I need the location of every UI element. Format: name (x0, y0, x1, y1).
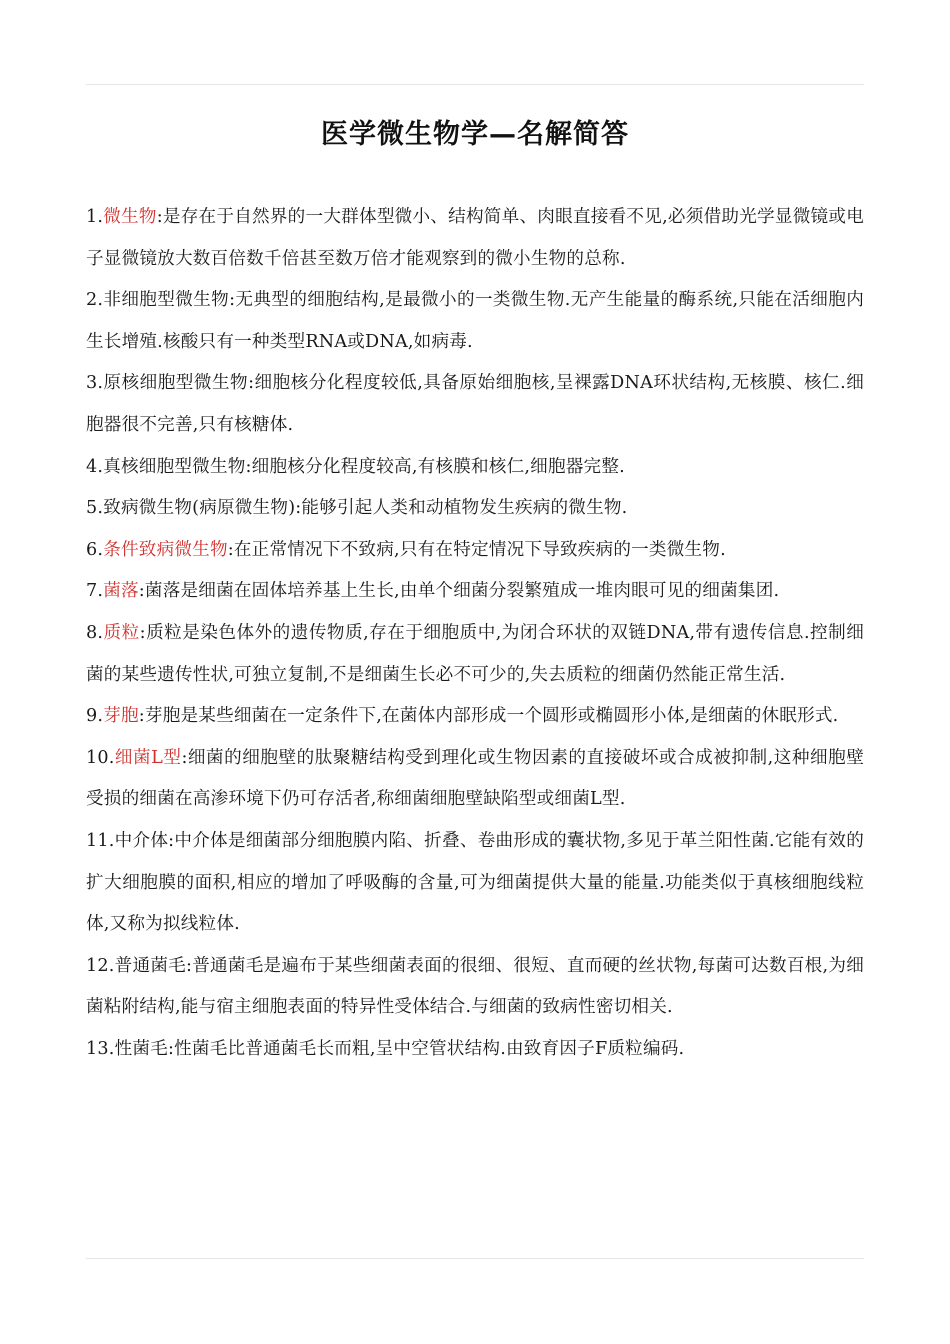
page-title: 医学微生物学—名解简答 (321, 119, 629, 150)
entry-definition: :菌落是细菌在固体培养基上生长,由单个细菌分裂繁殖成一堆肉眼可见的细菌集团. (138, 581, 780, 602)
entry-term: 芽胞 (103, 706, 139, 727)
definition-entry (86, 696, 864, 738)
entry-number: 5. (86, 498, 104, 519)
entry-number: 1. (86, 207, 104, 227)
entry-term: 菌落 (103, 581, 139, 602)
definition-entry (86, 363, 864, 446)
definition-entry (86, 280, 864, 363)
entry-definition: :性菌毛比普通菌毛长而粗,呈中空管状结构.由致育因子F质粒编码. (167, 1038, 685, 1059)
entry-term: 条件致病微生物 (103, 539, 228, 560)
entry-number: 13. (86, 1038, 115, 1059)
definition-entry (86, 1029, 864, 1071)
entry-definition: :细胞核分化程度较低,具备原始细胞核,呈裸露DNA环状结构,无核膜、核仁.细胞器很不完善,只有核糖体. (86, 373, 864, 435)
definition-entry (86, 530, 864, 572)
entry-term: 真核细胞型微生物 (103, 456, 246, 477)
entry-number: 12. (86, 955, 115, 976)
definition-entry (86, 488, 864, 530)
entry-term: 非细胞型微生物 (103, 290, 230, 311)
definition-entry (86, 447, 864, 489)
entry-term: 质粒 (103, 622, 140, 643)
entry-number: 10. (86, 747, 115, 768)
entry-number: 11. (86, 830, 115, 851)
entry-definition: :细胞核分化程度较高,有核膜和核仁,细胞器完整. (245, 456, 625, 477)
entry-definition: :质粒是染色体外的遗传物质,存在于细胞质中,为闭合环状的双链DNA,带有遗传信息.控制细菌的某些遗传性状,可独立复制,不是细菌生长必不可少的,失去质粒的细菌仍然能正常生活. (86, 622, 864, 685)
entry-number: 6. (86, 539, 104, 560)
entry-number: 2. (86, 290, 104, 311)
definition-list (86, 197, 864, 1070)
entry-term: 致病微生物(病原微生物) (103, 498, 296, 519)
definition-entry (86, 571, 864, 613)
entry-number: 7. (86, 581, 104, 602)
bottom-divider (86, 1258, 864, 1259)
entry-definition: :无典型的细胞结构,是最微小的一类微生物.无产生能量的酶系统,只能在活细胞内生长增殖.核酸只有一种类型RNA或DNA,如病毒. (86, 290, 864, 352)
entry-number: 9. (86, 706, 104, 727)
entry-definition: :普通菌毛是遍布于某些细菌表面的很细、很短、直而硬的丝状物,每菌可达数百根,为细菌粘附结构,能与宿主细胞表面的特异性受体结合.与细菌的致病性密切相关. (86, 955, 864, 1018)
entry-definition: :在正常情况下不致病,只有在特定情况下导致疾病的一类微生物. (227, 539, 726, 560)
entry-number: 8. (86, 622, 104, 643)
definition-entry (86, 821, 864, 946)
entry-number: 4. (86, 456, 104, 477)
entry-term: 原核细胞型微生物 (103, 373, 249, 394)
entry-definition: :是存在于自然界的一大群体型微小、结构简单、肉眼直接看不见,必须借助光学显微镜或电子显微镜放大数百倍数千倍甚至数万倍才能观察到的微小生物的总称. (86, 207, 864, 269)
entry-definition: :细菌的细胞壁的肽聚糖结构受到理化或生物因素的直接破坏或合成被抑制,这种细胞壁受损的细菌在高渗环境下仍可存活者,称细菌细胞壁缺陷型或细菌L型. (86, 747, 864, 810)
entry-term: 普通菌毛 (114, 955, 187, 976)
definition-entry (86, 738, 864, 821)
entry-definition: :芽胞是某些细菌在一定条件下,在菌体内部形成一个圆形或椭圆形小体,是细菌的休眠形式. (138, 706, 839, 727)
definition-entry (86, 613, 864, 696)
entry-term: 中介体 (114, 830, 169, 851)
entry-number: 3. (86, 373, 104, 394)
top-divider (86, 84, 864, 85)
entry-definition: :能够引起人类和动植物发生疾病的微生物. (295, 498, 628, 519)
definition-entry (86, 197, 864, 280)
entry-definition: :中介体是细菌部分细胞膜内陷、折叠、卷曲形成的囊状物,多见于革兰阳性菌.它能有效的扩大细胞膜的面积,相应的增加了呼吸酶的含量,可为细菌提供大量的能量.功能类似于真核细胞线粒体,又称为拟线粒体. (86, 830, 864, 935)
entry-term: 微生物 (103, 207, 157, 227)
definition-entry (86, 946, 864, 1029)
entry-term: 细菌L型 (114, 747, 182, 768)
entry-term: 性菌毛 (114, 1038, 168, 1059)
